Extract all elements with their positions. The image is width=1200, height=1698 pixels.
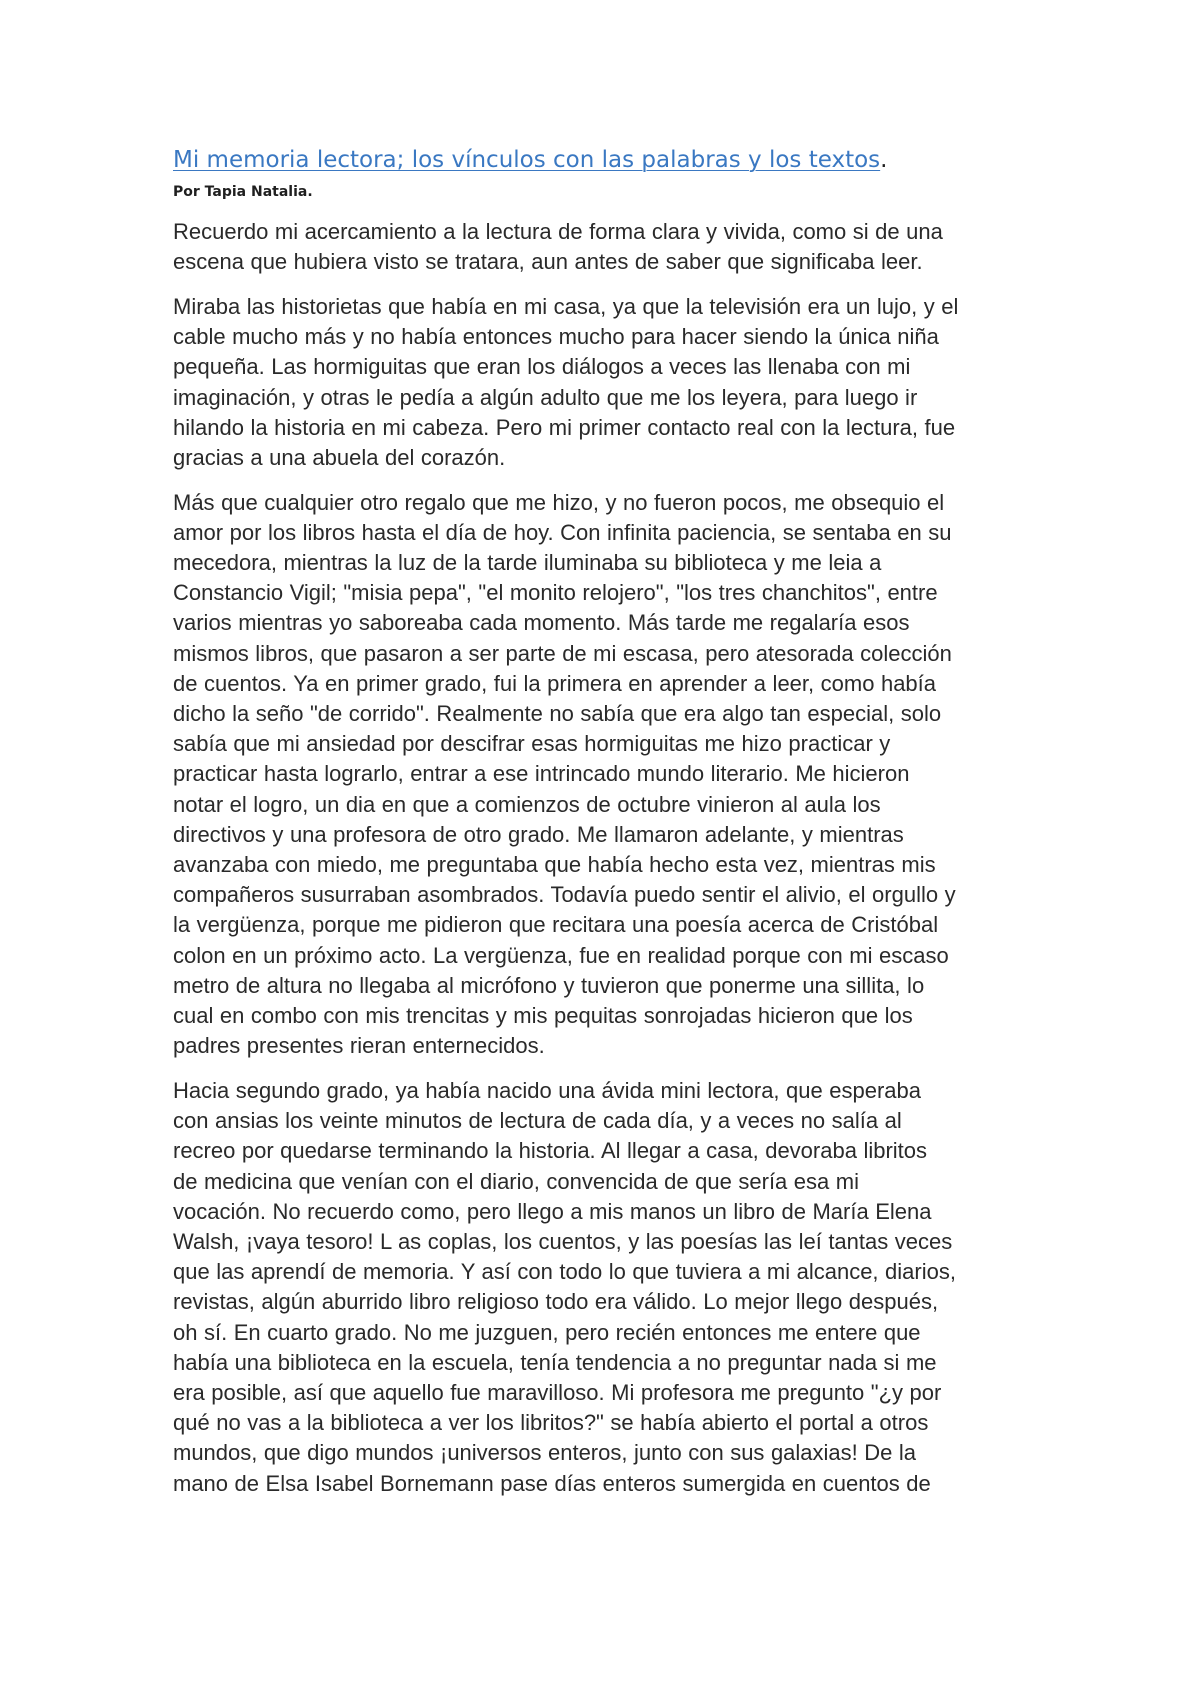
- paragraph-line: Recuerdo mi acercamiento a la lectura de forma clara y vivida, como si de una: [173, 219, 943, 244]
- paragraph-line: colon en un próximo acto. La vergüenza, fue en realidad porque con mi escaso: [173, 942, 949, 968]
- paragraph-line: avanzaba con miedo, me preguntaba que había hecho esta vez, mientras mis: [173, 852, 936, 878]
- paragraph-line: notar el logro, un dia en que a comienzos de octubre vinieron al aula los: [173, 791, 881, 817]
- paragraph-line: Miraba las historietas que había en mi casa, ya que la televisión era un lujo, y el: [173, 293, 959, 319]
- document-content: [173, 143, 1043, 1513]
- paragraph-line: Más que cualquier otro regalo que me hizo, y no fueron pocos, me obsequio el: [173, 489, 945, 515]
- paragraph-line: mundos, que digo mundos ¡universos enteros, junto con sus galaxias! De la: [173, 1440, 917, 1466]
- paragraph-line: amor por los libros hasta el día de hoy. Con infinita paciencia, se sentaba en su: [173, 519, 952, 545]
- paragraph-line: oh sí. En cuarto grado. No me juzguen, pero recién entonces me entere que: [173, 1319, 921, 1345]
- paragraph-line: que las aprendí de memoria. Y así con todo lo que tuviera a mi alcance, diarios,: [173, 1259, 956, 1285]
- document-title-link[interactable]: Mi memoria lectora; los vínculos con las palabras y los textos: [173, 147, 881, 173]
- paragraph-line: cable mucho más y no había entonces mucho para hacer siendo la única niña: [173, 324, 939, 350]
- paragraph-line: revistas, algún aburrido libro religioso todo era válido. Lo mejor llego después,: [173, 1289, 939, 1315]
- paragraph-line: Walsh, ¡vaya tesoro! L as coplas, los cuentos, y las poesías las leí tantas veces: [173, 1229, 953, 1254]
- paragraph-line: vocación. No recuerdo como, pero llego a mis manos un libro de María Elena: [173, 1198, 932, 1224]
- paragraph-line: pequeña. Las hormiguitas que eran los diálogos a veces las llenaba con mi: [173, 354, 911, 380]
- paragraph-line: directivos y una profesora de otro grado. Me llamaron adelante, y mientras: [173, 821, 904, 847]
- paragraph-line: practicar hasta lograrlo, entrar a ese intrincado mundo literario. Me hicieron: [173, 761, 910, 787]
- paragraph-line: padres presentes rieran enternecidos.: [173, 1033, 545, 1059]
- paragraph-line: escena que hubiera visto se tratara, aun antes de saber que significaba leer.: [173, 249, 923, 275]
- paragraph-line: Constancio Vigil; "misia pepa", "el monito relojero", "los tres chanchitos", entre: [173, 580, 938, 606]
- paragraph-line: era posible, así que aquello fue maravilloso. Mi profesora me pregunto "¿y por: [173, 1380, 942, 1406]
- paragraph-line: compañeros susurraban asombrados. Todavía puedo sentir el alivio, el orgullo y: [173, 882, 956, 908]
- paragraph-line: metro de altura no llegaba al micrófono y tuvieron que ponerme una sillita, lo: [173, 972, 925, 998]
- paragraph-line: mecedora, mientras la luz de la tarde iluminaba su biblioteca y me leia a: [173, 550, 882, 576]
- paragraph-line: sabía que mi ansiedad por descifrar esas hormiguitas me hizo practicar y: [173, 731, 891, 757]
- paragraph-line: de cuentos. Ya en primer grado, fui la primera en aprender a leer, como había: [173, 670, 937, 696]
- document-title: [173, 143, 1043, 177]
- paragraph-line: imaginación, y otras le pedía a algún adulto que me los leyera, para luego ir: [173, 384, 918, 410]
- body-paragraph: [173, 292, 1043, 473]
- paragraph-line: cual en combo con mis trencitas y mis pequitas sonrojadas hicieron que los: [173, 1003, 913, 1029]
- paragraph-line: mano de Elsa Isabel Bornemann pase días enteros sumergida en cuentos de: [173, 1470, 931, 1496]
- document-body: [173, 217, 1043, 1499]
- document-author: Por Tapia Natalia.: [173, 184, 313, 200]
- body-paragraph: [173, 1076, 1043, 1499]
- body-paragraph: [173, 488, 1043, 1062]
- paragraph-line: dicho la seño "de corrido". Realmente no sabía que era algo tan especial, solo: [173, 701, 942, 727]
- title-period: .: [880, 147, 888, 173]
- paragraph-line: hilando la historia en mi cabeza. Pero mi primer contacto real con la lectura, fue: [173, 414, 956, 440]
- paragraph-line: gracias a una abuela del corazón.: [173, 444, 506, 470]
- body-paragraph: [173, 217, 1043, 277]
- paragraph-line: qué no vas a la biblioteca a ver los libritos?" se había abierto el portal a otros: [173, 1410, 929, 1436]
- paragraph-line: de medicina que venían con el diario, convencida de que sería esa mi: [173, 1168, 860, 1194]
- paragraph-line: varios mientras yo saboreaba cada momento. Más tarde me regalaría esos: [173, 610, 910, 636]
- paragraph-line: recreo por quedarse terminando la historia. Al llegar a casa, devoraba libritos: [173, 1138, 928, 1164]
- paragraph-line: la vergüenza, porque me pidieron que recitara una poesía acerca de Cristóbal: [173, 912, 939, 938]
- paragraph-line: había una biblioteca en la escuela, tenía tendencia a no preguntar nada si me: [173, 1349, 937, 1375]
- paragraph-line: mismos libros, que pasaron a ser parte de mi escasa, pero atesorada colección: [173, 640, 952, 666]
- paragraph-line: Hacia segundo grado, ya había nacido una ávida mini lectora, que esperaba: [173, 1077, 922, 1103]
- paragraph-line: con ansias los veinte minutos de lectura de cada día, y a veces no salía al: [173, 1108, 902, 1134]
